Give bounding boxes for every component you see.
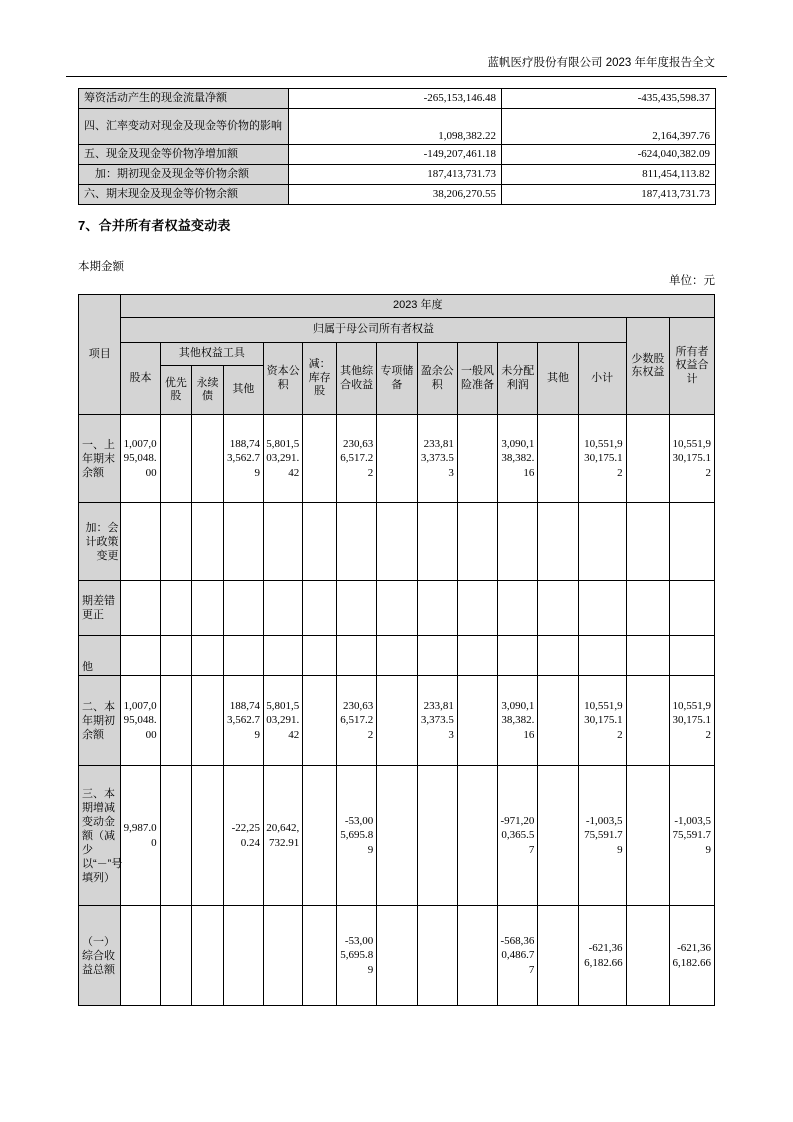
cashflow-previous-value: 811,454,113.82 [502,165,716,185]
cashflow-current-value: 187,413,731.73 [289,165,502,185]
equity-other-instrument [223,636,263,676]
equity-other-comprehensive-income [336,636,376,676]
cashflow-previous-value: -624,040,382.09 [502,145,716,165]
header-parent-equity-group: 归属于母公司所有者权益 [121,318,626,343]
equity-other [538,503,578,581]
equity-other [538,415,578,503]
table-header-row-period [79,295,715,318]
cashflow-row-label: 五、现金及现金等价物净增加额 [79,145,289,165]
equity-other [538,906,578,1006]
equity-other-instrument: -22,250.24 [223,766,263,906]
table-header-row-group [79,318,715,343]
equity-special-reserve [377,676,417,766]
header-period-label: 2023 年度 [121,295,715,318]
header-divider-rule [66,76,727,77]
header-other: 其他 [538,343,578,415]
equity-perpetual-bond [192,766,224,906]
cashflow-row-label: 加：期初现金及现金等价物余额 [79,165,289,185]
equity-general-risk-reserve [457,906,497,1006]
equity-other [538,766,578,906]
cashflow-current-value: -149,207,461.18 [289,145,502,165]
equity-subtotal [578,581,626,636]
equity-other-comprehensive-income: 230,636,517.22 [336,676,376,766]
equity-preferred-stock [160,906,192,1006]
header-general-risk-reserve: 一般风险准备 [457,343,497,415]
equity-minority-interest [626,906,670,1006]
equity-general-risk-reserve [457,415,497,503]
table-row [79,145,716,165]
equity-share-capital: 1,007,095,048.00 [121,676,160,766]
cashflow-previous-value: 187,413,731.73 [502,185,716,205]
equity-subtotal: -621,366,182.66 [578,906,626,1006]
unit-note: 单位：元 [669,275,715,287]
equity-row-label: 他 [79,636,121,676]
equity-surplus-reserve: 233,813,373.53 [417,676,457,766]
equity-share-capital: 1,007,095,048.00 [121,415,160,503]
equity-undistributed-profit [498,636,538,676]
equity-subtotal [578,503,626,581]
equity-preferred-stock [160,503,192,581]
equity-other [538,636,578,676]
equity-preferred-stock [160,636,192,676]
equity-general-risk-reserve [457,676,497,766]
equity-general-risk-reserve [457,503,497,581]
equity-share-capital [121,636,160,676]
equity-total: 10,551,930,175.12 [670,415,715,503]
equity-row-label: 期差错更正 [79,581,121,636]
running-header: 蓝帆医疗股份有限公司 2023 年年度报告全文 [487,57,715,69]
equity-less-treasury-stock [303,676,337,766]
header-perpetual-bond: 永续债 [192,366,224,415]
equity-subtotal: 10,551,930,175.12 [578,415,626,503]
equity-other-comprehensive-income: -53,005,695.89 [336,906,376,1006]
equity-row-label: 二、本年期初余额 [79,676,121,766]
equity-surplus-reserve [417,906,457,1006]
current-period-note: 本期金额 [78,261,124,273]
equity-preferred-stock [160,581,192,636]
header-undistributed-profit: 未分配利润 [498,343,538,415]
equity-capital-reserve [264,636,303,676]
equity-general-risk-reserve [457,581,497,636]
equity-other-instrument: 188,743,562.79 [223,676,263,766]
cashflow-row-label: 六、期末现金及现金等价物余额 [79,185,289,205]
equity-minority-interest [626,581,670,636]
equity-total [670,636,715,676]
table-row [79,89,716,109]
equity-minority-interest [626,503,670,581]
equity-other-instrument [223,503,263,581]
equity-undistributed-profit: 3,090,138,382.16 [498,676,538,766]
cashflow-current-value: 38,206,270.55 [289,185,502,205]
equity-surplus-reserve: 233,813,373.53 [417,415,457,503]
equity-capital-reserve [264,581,303,636]
table-row [79,676,715,766]
cashflow-row-label: 筹资活动产生的现金流量净额 [79,89,289,109]
equity-capital-reserve: 5,801,503,291.42 [264,415,303,503]
equity-total [670,581,715,636]
equity-general-risk-reserve [457,766,497,906]
equity-total: -621,366,182.66 [670,906,715,1006]
equity-preferred-stock [160,415,192,503]
equity-subtotal [578,636,626,676]
table-row [79,415,715,503]
equity-less-treasury-stock [303,503,337,581]
table-row [79,185,716,205]
equity-other-comprehensive-income [336,503,376,581]
equity-row-label: 一、上年期末余额 [79,415,121,503]
equity-undistributed-profit [498,503,538,581]
equity-perpetual-bond [192,636,224,676]
equity-less-treasury-stock [303,581,337,636]
equity-minority-interest [626,636,670,676]
table-header-row-subgroup [79,343,715,366]
equity-preferred-stock [160,766,192,906]
equity-perpetual-bond [192,906,224,1006]
header-total-equity: 所有者权益合计 [670,318,715,415]
equity-share-capital [121,503,160,581]
header-subtotal: 小计 [578,343,626,415]
equity-row-label: 三、本期增减变动金额（减少以“－”号填列） [79,766,121,906]
equity-less-treasury-stock [303,415,337,503]
equity-surplus-reserve [417,503,457,581]
table-row [79,165,716,185]
equity-other [538,676,578,766]
equity-special-reserve [377,636,417,676]
equity-share-capital [121,906,160,1006]
equity-perpetual-bond [192,676,224,766]
equity-surplus-reserve [417,636,457,676]
equity-other-instrument [223,581,263,636]
equity-less-treasury-stock [303,766,337,906]
cashflow-row-label: 四、汇率变动对现金及现金等价物的影响 [79,109,289,145]
table-row [79,766,715,906]
cashflow-previous-value: 2,164,397.76 [502,109,716,145]
equity-special-reserve [377,581,417,636]
equity-special-reserve [377,503,417,581]
header-item-column: 项目 [79,295,121,415]
cashflow-previous-value: -435,435,598.37 [502,89,716,109]
table-row [79,636,715,676]
header-less-treasury-stock: 减：库存股 [303,343,337,415]
equity-minority-interest [626,415,670,503]
equity-less-treasury-stock [303,636,337,676]
equity-other-comprehensive-income: -53,005,695.89 [336,766,376,906]
header-other-instrument: 其他 [223,366,263,415]
equity-share-capital: 9,987.00 [121,766,160,906]
equity-share-capital [121,581,160,636]
equity-less-treasury-stock [303,906,337,1006]
equity-general-risk-reserve [457,636,497,676]
equity-other-instrument: 188,743,562.79 [223,415,263,503]
equity-perpetual-bond [192,581,224,636]
equity-special-reserve [377,766,417,906]
header-special-reserve: 专项储备 [377,343,417,415]
table-row [79,503,715,581]
header-minority-interest: 少数股东权益 [626,318,670,415]
header-share-capital: 股本 [121,343,160,415]
equity-other-instrument [223,906,263,1006]
header-capital-reserve: 资本公积 [264,343,303,415]
equity-undistributed-profit [498,581,538,636]
equity-capital-reserve [264,503,303,581]
header-surplus-reserve: 盈余公积 [417,343,457,415]
equity-other [538,581,578,636]
cash-flow-statement-table [78,88,716,205]
equity-special-reserve [377,906,417,1006]
table-row [79,581,715,636]
equity-other-comprehensive-income: 230,636,517.22 [336,415,376,503]
header-other-equity-instruments: 其他权益工具 [160,343,263,366]
equity-subtotal: 10,551,930,175.12 [578,676,626,766]
equity-undistributed-profit: -971,200,365.57 [498,766,538,906]
section-heading: 7、合并所有者权益变动表 [78,218,231,233]
equity-minority-interest [626,766,670,906]
cashflow-current-value: 1,098,382.22 [289,109,502,145]
statement-of-changes-in-equity-table [78,294,715,1006]
equity-row-label: （一）综合收益总额 [79,906,121,1006]
equity-perpetual-bond [192,415,224,503]
equity-row-label: 加：会计政策变更 [79,503,121,581]
equity-surplus-reserve [417,581,457,636]
equity-total [670,503,715,581]
equity-minority-interest [626,676,670,766]
equity-capital-reserve: 5,801,503,291.42 [264,676,303,766]
equity-capital-reserve: 20,642,732.91 [264,766,303,906]
header-preferred-stock: 优先股 [160,366,192,415]
equity-surplus-reserve [417,766,457,906]
equity-undistributed-profit: 3,090,138,382.16 [498,415,538,503]
table-row [79,906,715,1006]
equity-preferred-stock [160,676,192,766]
equity-capital-reserve [264,906,303,1006]
equity-total: -1,003,575,591.79 [670,766,715,906]
cashflow-current-value: -265,153,146.48 [289,89,502,109]
table-row [79,109,716,145]
equity-undistributed-profit: -568,360,486.77 [498,906,538,1006]
equity-other-comprehensive-income [336,581,376,636]
equity-total: 10,551,930,175.12 [670,676,715,766]
equity-subtotal: -1,003,575,591.79 [578,766,626,906]
equity-perpetual-bond [192,503,224,581]
header-other-comprehensive-income: 其他综合收益 [336,343,376,415]
equity-special-reserve [377,415,417,503]
